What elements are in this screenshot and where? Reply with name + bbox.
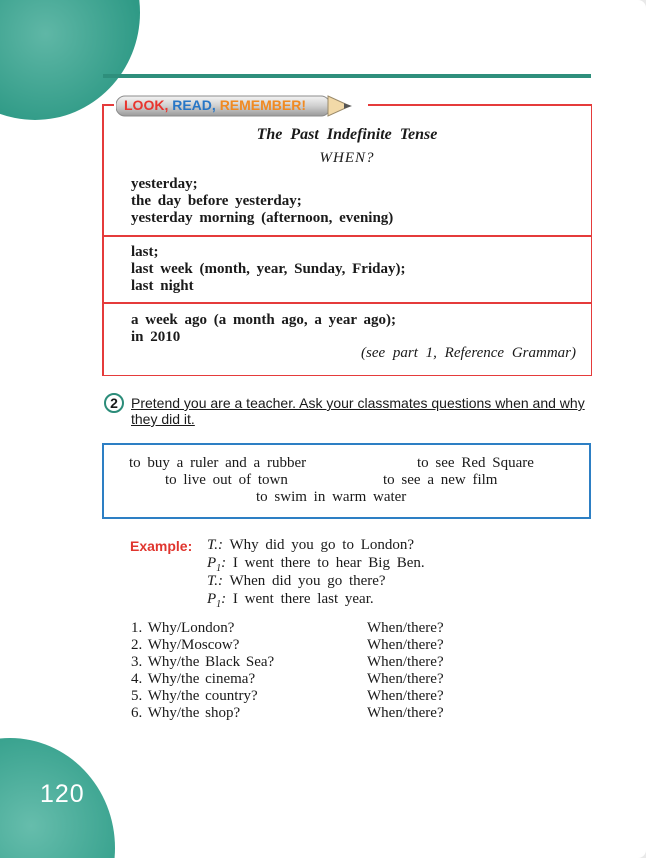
box-border xyxy=(102,375,592,377)
banner-look: LOOK, xyxy=(124,97,169,113)
why-prompt: 6. Why/the shop? xyxy=(131,705,241,721)
banner-remember: REMEMBER! xyxy=(219,97,307,113)
dialogue-line xyxy=(207,537,414,554)
header-rule xyxy=(103,74,591,78)
time-expression: last night xyxy=(131,278,194,294)
time-expression: in 2010 xyxy=(131,329,181,345)
dialogue-line xyxy=(207,591,374,610)
speaker: $P_1$: xyxy=(207,591,227,610)
exercise-instruction: Pretend you are a teacher. Ask your classmates questions when and why they did it. xyxy=(131,395,585,427)
banner-read: READ, xyxy=(172,97,216,113)
phrase: to buy a ruler and a rubber xyxy=(129,455,307,471)
box-divider xyxy=(102,235,592,237)
when-prompt: When/there? xyxy=(367,637,444,653)
dialogue-text: I went there last year. xyxy=(232,591,374,607)
why-prompt: 1. Why/London? xyxy=(131,620,235,636)
time-expressions-group-3 xyxy=(131,312,396,346)
dialogue-text: When did you go there? xyxy=(229,573,386,589)
time-expression: yesterday morning (afternoon, evening) xyxy=(131,210,394,226)
exercise-number: 2 xyxy=(104,393,124,413)
when-prompt: When/there? xyxy=(367,688,444,704)
time-expressions-group-2 xyxy=(131,244,405,295)
when-prompt: When/there? xyxy=(367,705,444,721)
list-item xyxy=(131,671,471,688)
phrase: to live out of town xyxy=(165,472,288,488)
grammar-title: The Past Indefinite Tense xyxy=(256,126,438,143)
why-prompt: 4. Why/the cinema? xyxy=(131,671,256,687)
box-divider xyxy=(102,302,592,304)
question-list xyxy=(131,620,471,722)
when-prompt: When/there? xyxy=(367,654,444,670)
grammar-question: WHEN? xyxy=(319,150,375,166)
list-item xyxy=(131,637,471,654)
time-expressions-group-1 xyxy=(131,176,393,227)
dialogue-text: Why did you go to London? xyxy=(229,537,415,553)
phrase: to see Red Square xyxy=(417,455,534,471)
time-expression: a week ago (a month ago, a year ago); xyxy=(131,312,396,328)
list-item xyxy=(131,620,471,637)
box-border xyxy=(591,104,593,376)
why-prompt: 3. Why/the Black Sea? xyxy=(131,654,275,670)
dialogue-text: I went there to hear Big Ben. xyxy=(232,555,425,571)
speaker: T.: xyxy=(207,573,223,589)
phrase: to see a new film xyxy=(383,472,498,488)
why-prompt: 5. Why/the country? xyxy=(131,688,258,704)
time-expression: last week (month, year, Sunday, Friday); xyxy=(131,261,406,277)
reference-note: (see part 1, Reference Grammar) xyxy=(361,345,576,361)
list-item xyxy=(131,705,471,722)
when-prompt: When/there? xyxy=(367,620,444,636)
speaker: $P_1$: xyxy=(207,555,227,574)
page-number: 120 xyxy=(40,780,85,808)
box-border xyxy=(102,104,114,106)
time-expression: last; xyxy=(131,244,159,260)
phrase: to swim in warm water xyxy=(256,489,407,505)
box-border xyxy=(368,104,592,106)
example-label: Example: xyxy=(130,538,193,554)
list-item xyxy=(131,654,471,671)
speaker: T.: xyxy=(207,537,223,553)
why-prompt: 2. Why/Moscow? xyxy=(131,637,240,653)
dialogue-line xyxy=(207,555,425,574)
dialogue-line xyxy=(207,573,386,590)
time-expression: yesterday; xyxy=(131,176,198,192)
list-item xyxy=(131,688,471,705)
when-prompt: When/there? xyxy=(367,671,444,687)
box-border xyxy=(102,104,104,376)
time-expression: the day before yesterday; xyxy=(131,193,302,209)
